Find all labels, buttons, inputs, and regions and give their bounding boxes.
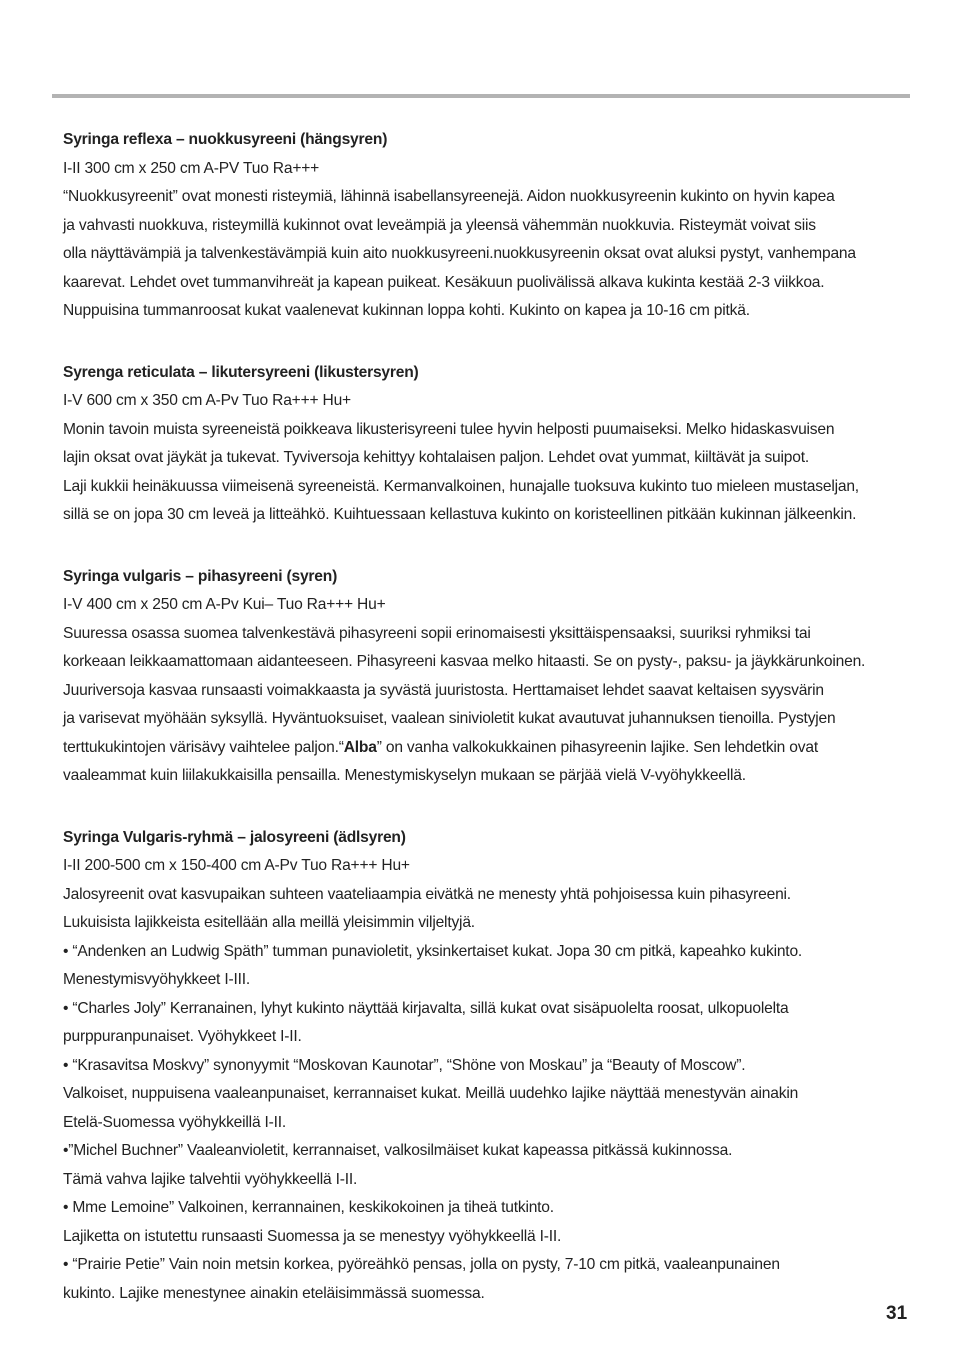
section-title: Syringa Vulgaris-ryhmä – jalosyreeni (ädlsyren)	[63, 828, 406, 846]
bullet-line: • Mme Lemoine” Valkoinen, kerrannainen, keskikokoinen ja tiheä tutkinto.	[63, 1199, 554, 1216]
paragraph-line: Suuressa osassa suomea talvenkestävä pihasyreeni sopii erinomaisesti yksittäispensaaksi, suuriksi ryhmiksi tai	[63, 624, 811, 642]
paragraph-line: Monin tavoin muista syreeneistä poikkeava likusterisyreeni tulee hyvin helposti puumaiseksi. Melko hidaskasvuisen	[63, 420, 835, 438]
paragraph-line: Etelä-Suomessa vyöhykkeillä I-II.	[63, 1113, 287, 1131]
section-syringa-vulgaris-group	[63, 824, 923, 1309]
paragraph-line: “Nuokkusyreenit” ovat monesti risteymiä, lähinnä isabellansyreenejä. Aidon nuokkusyreenin kukinto on hyvin kapea	[63, 188, 835, 205]
paragraph-line: Menestymisvyöhykkeet I-III.	[63, 971, 250, 988]
bullet-line: • “Prairie Petie” Vain noin metsin korkea, pyöreähkö pensas, jolla on pysty, 7-10 cm pitkä, vaaleanpunainen	[63, 1256, 780, 1273]
bullet-line: • “Charles Joly” Kerranainen, lyhyt kukinto näyttää kirjavalta, sillä kukat ovat sisäpuolelta roosat, ulkopuolelta	[63, 999, 789, 1017]
bullet-line: •”Michel Buchner” Vaaleanvioletit, kerrannaiset, valkosilmäiset kukat kapeassa pitkässä kukinnossa.	[63, 1142, 733, 1159]
page-content	[63, 126, 923, 1341]
paragraph-line: Tämä vahva lajike talvehtii vyöhykkeellä I-II.	[63, 1170, 358, 1188]
section-title: Syringa vulgaris – pihasyreeni (syren)	[63, 567, 338, 585]
alba-open-quote: “	[338, 738, 344, 756]
paragraph-line: vaaleammat kuin liilakukkaisilla pensailla. Menestymiskyselyn mukaan se pärjää vielä V-vyöhykkeellä.	[63, 767, 746, 784]
paragraph-line: korkeaan leikkaamattomaan aidanteeseen. Pihasyreeni kasvaa melko hitaasti. Se on pysty-, paksu- ja jäykkärunkoinen.	[63, 653, 866, 670]
alba-line-before: terttukukintojen värisävy vaihtelee paljon.	[63, 738, 339, 756]
paragraph-line: lajin oksat ovat jäykät ja tukevat. Tyviversoja kehittyy kohtalaisen paljon. Lehdet ovat yummat, kiiltävät ja suipot.	[63, 449, 810, 466]
section-spec: I-II 200-500 cm x 150-400 cm A-Pv Tuo Ra+++ Hu+	[63, 857, 410, 874]
section-spec: I-V 400 cm x 250 cm A-Pv Kui– Tuo Ra+++ Hu+	[63, 596, 386, 613]
alba-line-after: on vanha valkokukkainen pihasyreenin lajike. Sen lehdetkin ovat	[381, 738, 818, 756]
paragraph-line: kukinto. Lajike menestynee ainakin eteläisimmässä suomessa.	[63, 1284, 485, 1302]
paragraph-line: Lajiketta on istutettu runsaasti Suomessa ja se menestyy vyöhykkeellä I-II.	[63, 1227, 562, 1245]
section-syringa-reticulata	[63, 359, 923, 530]
cultivar-name-alba: Alba	[343, 738, 377, 756]
paragraph-line: ja varisevat myöhään syksyllä. Hyväntuoksuiset, vaalean sinivioletit kukat avautuvat juhannuksen tienoilla. Pystyjen	[63, 710, 836, 727]
paragraph-line: Lukuisista lajikkeista esitellään alla meillä yleisimmin viljeltyjä.	[63, 914, 475, 931]
paragraph-line: ja vahvasti nuokkuva, risteymillä kukinnot ovat leveämpiä ja yleensä vähemmän nuokkuvia. Risteymät voivat siis	[63, 216, 816, 234]
section-syringa-vulgaris	[63, 563, 923, 791]
paragraph-line: Laji kukkii heinäkuussa viimeisenä syreeneistä. Kermanvalkoinen, hunajalle tuoksuva kukinto tuo mieleen mustaseljan,	[63, 477, 859, 495]
alba-close-quote: ”	[376, 738, 382, 756]
section-syringa-reflexa	[63, 126, 923, 326]
bullet-line: • “Andenken an Ludwig Späth” tumman punavioletit, yksinkertaiset kukat. Jopa 30 cm pitkä, kapeahko kukinto.	[63, 942, 803, 960]
section-title: Syrenga reticulata – likutersyreeni (likustersyren)	[63, 363, 419, 381]
section-spec: I-V 600 cm x 350 cm A-Pv Tuo Ra+++ Hu+	[63, 392, 351, 409]
paragraph-line: kaarevat. Lehdet ovet tummanvihreät ja kapean puikeat. Kesäkuun puolivälissä alkava kukinta kestää 2-3 viikkoa.	[63, 273, 825, 291]
paragraph-line: Juuriversoja kasvaa runsaasti voimakkaasta ja syvästä juuristosta. Herttamaiset lehdet saavat keltaisen syysvärin	[63, 681, 824, 699]
page-number: 31	[886, 1303, 908, 1324]
paragraph-line-alba	[63, 734, 923, 763]
paragraph-line: olla näyttävämpiä ja talvenkestävämpiä kuin aito nuokkusyreeni.nuokkusyreenin oksat ovat aluksi pystyt, vanhempana	[63, 245, 856, 262]
paragraph-line: Jalosyreenit ovat kasvupaikan suhteen vaateliaampia eivätkä ne menesty yhtä pohjoisessa kuin pihasyreeni.	[63, 885, 791, 903]
paragraph-line: sillä se on jopa 30 cm leveä ja litteähkö. Kuihtuessaan kellastuva kukinto on koristeellinen pitkään kukinnan jälkeenkin.	[63, 506, 857, 523]
bullet-line: • “Krasavitsa Moskvy” synonyymit “Moskovan Kaunotar”, “Shöne von Moskau” ja “Beauty of Moscow”.	[63, 1056, 746, 1074]
paragraph-line: Nuppuisina tummanroosat kukat vaalenevat kukinnan loppa kohti. Kukinto on kapea ja 10-16 cm pitkä.	[63, 302, 750, 319]
paragraph-line: Valkoiset, nuppuisena vaaleanpunaiset, kerrannaiset kukat. Meillä uudehko lajike näyttää menestyvän ainakin	[63, 1085, 799, 1102]
top-rule	[52, 94, 910, 98]
paragraph-line: purppuranpunaiset. Vyöhykkeet I-II.	[63, 1028, 302, 1045]
section-title: Syringa reflexa – nuokkusyreeni (hängsyren)	[63, 131, 388, 148]
section-spec: I-II 300 cm x 250 cm A-PV Tuo Ra+++	[63, 159, 320, 177]
